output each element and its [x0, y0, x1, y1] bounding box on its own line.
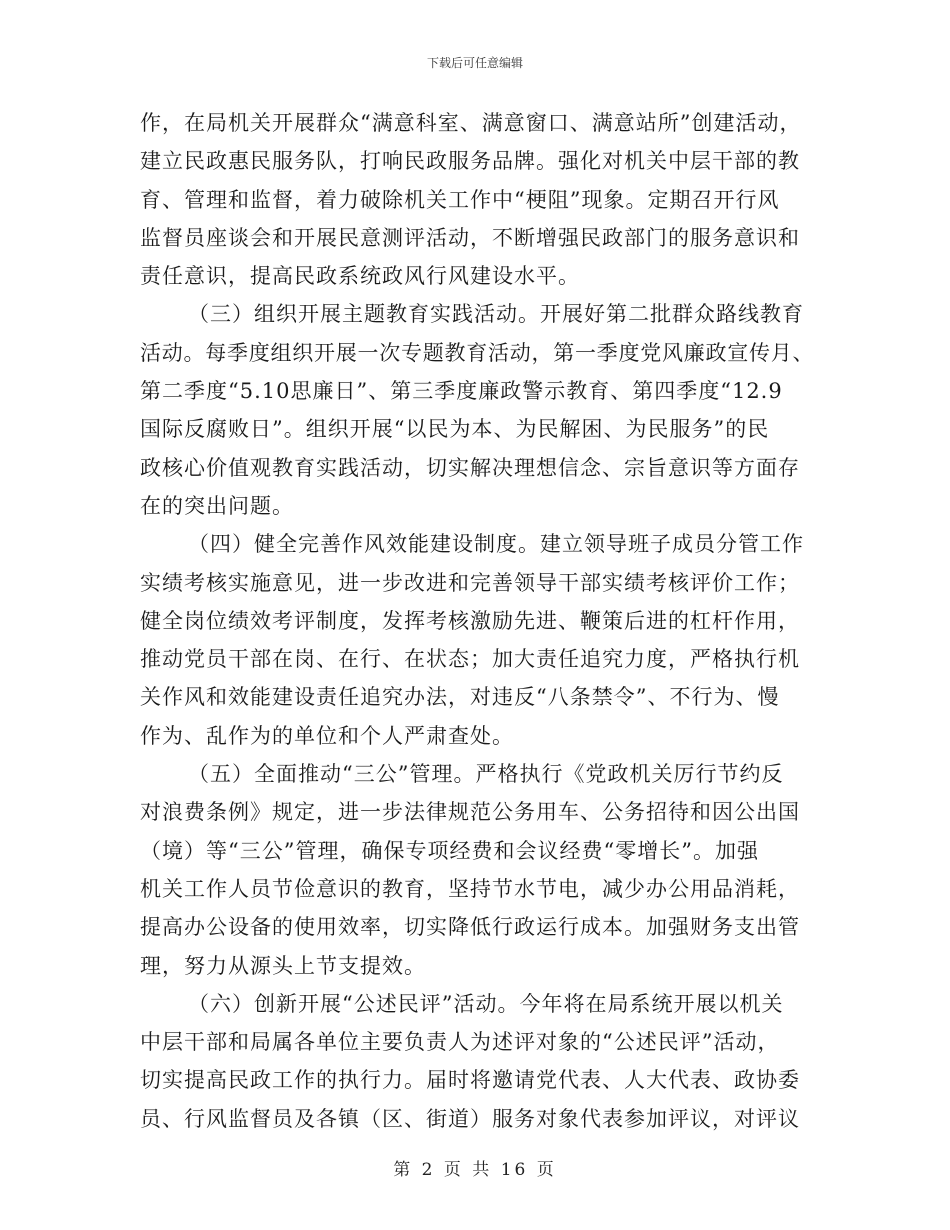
text-line: 育、管理和监督，着力破除机关工作中“梗阻”现象。定期召开行风: [140, 187, 780, 212]
text-line: 员、行风监督员及各镇（区、街道）服务对象代表参加评议，对评议: [140, 1106, 800, 1131]
text-line: 理，努力从源头上节支提效。: [140, 953, 426, 978]
text-line: （境）等“三公”管理，确保专项经费和会议经费“零增长”。加强: [140, 838, 759, 863]
text-line: 健全岗位绩效考评制度，发挥考核激励先进、鞭策后进的杠杆作用，: [140, 608, 800, 633]
text-line: （六）创新开展“公述民评”活动。今年将在局系统开展以机关: [188, 991, 784, 1016]
text-line: 政核心价值观教育实践活动，切实解决理想信念、宗旨意识等方面存: [140, 455, 800, 480]
text-line: 活动。每季度组织开展一次专题教育活动，第一季度党风廉政宣传月、: [140, 340, 815, 365]
text-line: 国际反腐败日”。组织开展“以民为本、为民解困、为民服务”的民: [140, 417, 770, 442]
page-header: 下载后可任意编辑: [426, 56, 523, 70]
text-line: 实绩考核实施意见，进一步改进和完善领导干部实绩考核评价工作；: [140, 570, 800, 595]
text-line: 作，在局机关开展群众“满意科室、满意窗口、满意站所”创建活动，: [140, 111, 802, 135]
text-line: 提高办公设备的使用效率，切实降低行政运行成本。加强财务支出管: [140, 915, 800, 940]
text-line: （三）组织开展主题教育实践活动。开展好第二批群众路线教育: [188, 302, 804, 327]
page-footer: 第 2 页 共 16 页: [393, 1160, 557, 1180]
text-line: 机关工作人员节俭意识的教育，坚持节水节电，减少办公用品消耗，: [140, 876, 800, 901]
text-line: 建立民政惠民服务队，打响民政服务品牌。强化对机关中层干部的教: [140, 149, 800, 174]
text-line: 第二季度“5.10思廉日”、第三季度廉政警示教育、第四季度“12.9: [140, 379, 783, 404]
text-line: 监督员座谈会和开展民意测评活动，不断增强民政部门的服务意识和: [140, 225, 800, 250]
text-line: 在的突出问题。: [140, 493, 294, 518]
body-text: [140, 104, 820, 1138]
text-line: （五）全面推动“三公”管理。严格执行《党政机关厉行节约反: [188, 762, 784, 787]
text-line: 推动党员干部在岗、在行、在状态；加大责任追究力度，严格执行机: [140, 647, 800, 672]
text-line: 作为、乱作为的单位和个人严肃查处。: [140, 723, 514, 748]
text-line: 中层干部和局属各单位主要负责人为述评对象的“公述民评”活动，: [140, 1030, 780, 1055]
text-line: 对浪费条例》规定，进一步法律规范公务用车、公务招待和因公出国: [140, 800, 800, 825]
text-line: 关作风和效能建设责任追究办法，对违反“八条禁令”、不行为、慢: [140, 685, 780, 710]
text-line: （四）健全完善作风效能建设制度。建立领导班子成员分管工作: [188, 532, 804, 557]
text-line: 责任意识，提高民政系统政风行风建设水平。: [140, 264, 580, 289]
text-line: 切实提高民政工作的执行力。届时将邀请党代表、人大代表、政协委: [140, 1068, 800, 1093]
